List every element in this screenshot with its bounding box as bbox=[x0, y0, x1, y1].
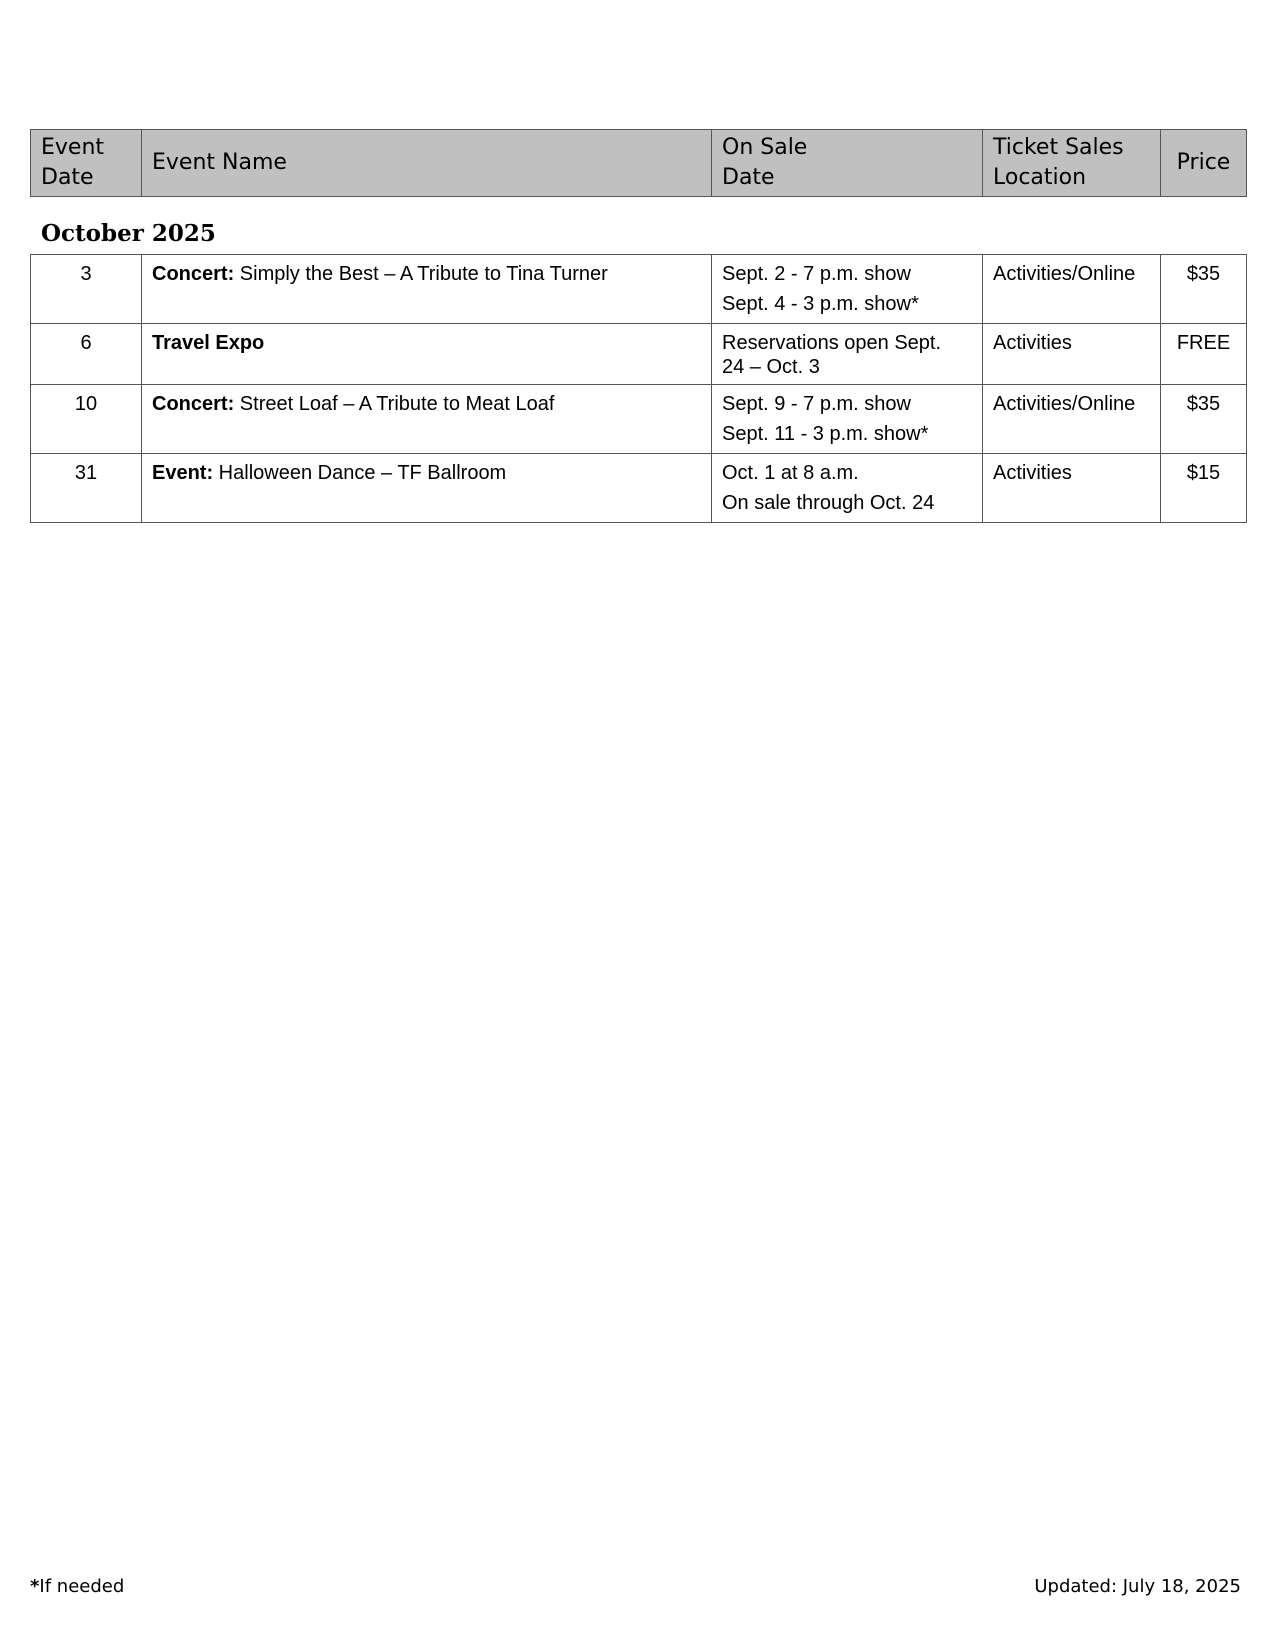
table-row bbox=[31, 385, 1247, 454]
price-cell: $15 bbox=[1161, 454, 1247, 523]
table-row bbox=[31, 324, 1247, 385]
event-date-cell: 31 bbox=[31, 454, 142, 523]
header-price: Price bbox=[1161, 130, 1247, 197]
on-sale-date-cell: Sept. 9 - 7 p.m. show Sept. 11 - 3 p.m. show* bbox=[712, 385, 983, 454]
ticket-location-cell: Activities/Online bbox=[983, 255, 1161, 324]
price-cell: $35 bbox=[1161, 255, 1247, 324]
on-sale-date-cell: Reservations open Sept. 24 – Oct. 3 bbox=[712, 324, 983, 385]
updated-date: Updated: July 18, 2025 bbox=[1034, 1576, 1241, 1597]
events-table-header bbox=[30, 129, 1247, 197]
footnote-asterisk: * bbox=[30, 1576, 40, 1597]
ticket-location-cell: Activities/Online bbox=[983, 385, 1161, 454]
header-event-name: Event Name bbox=[142, 130, 712, 197]
event-name-cell: Concert: Simply the Best – A Tribute to Tina Turner bbox=[142, 255, 712, 324]
event-date-cell: 10 bbox=[31, 385, 142, 454]
event-date-cell: 6 bbox=[31, 324, 142, 385]
price-cell: $35 bbox=[1161, 385, 1247, 454]
event-name-cell: Event: Halloween Dance – TF Ballroom bbox=[142, 454, 712, 523]
event-name-cell: Travel Expo bbox=[142, 324, 712, 385]
price-cell: FREE bbox=[1161, 324, 1247, 385]
table-row bbox=[31, 454, 1247, 523]
events-table bbox=[30, 254, 1247, 523]
event-name-cell: Concert: Street Loaf – A Tribute to Meat Loaf bbox=[142, 385, 712, 454]
table-row bbox=[31, 255, 1247, 324]
ticket-location-cell: Activities bbox=[983, 454, 1161, 523]
month-heading: October 2025 bbox=[41, 220, 216, 247]
on-sale-date-cell: Oct. 1 at 8 a.m. On sale through Oct. 24 bbox=[712, 454, 983, 523]
header-ticket-sales-location: Ticket Sales Location bbox=[983, 130, 1161, 197]
ticket-location-cell: Activities bbox=[983, 324, 1161, 385]
on-sale-date-cell: Sept. 2 - 7 p.m. show Sept. 4 - 3 p.m. show* bbox=[712, 255, 983, 324]
header-on-sale-date: On Sale Date bbox=[712, 130, 983, 197]
header-event-date: Event Date bbox=[31, 130, 142, 197]
footnote bbox=[30, 1576, 124, 1597]
header-row bbox=[31, 130, 1247, 197]
event-date-cell: 3 bbox=[31, 255, 142, 324]
footnote-text: If needed bbox=[39, 1576, 125, 1597]
